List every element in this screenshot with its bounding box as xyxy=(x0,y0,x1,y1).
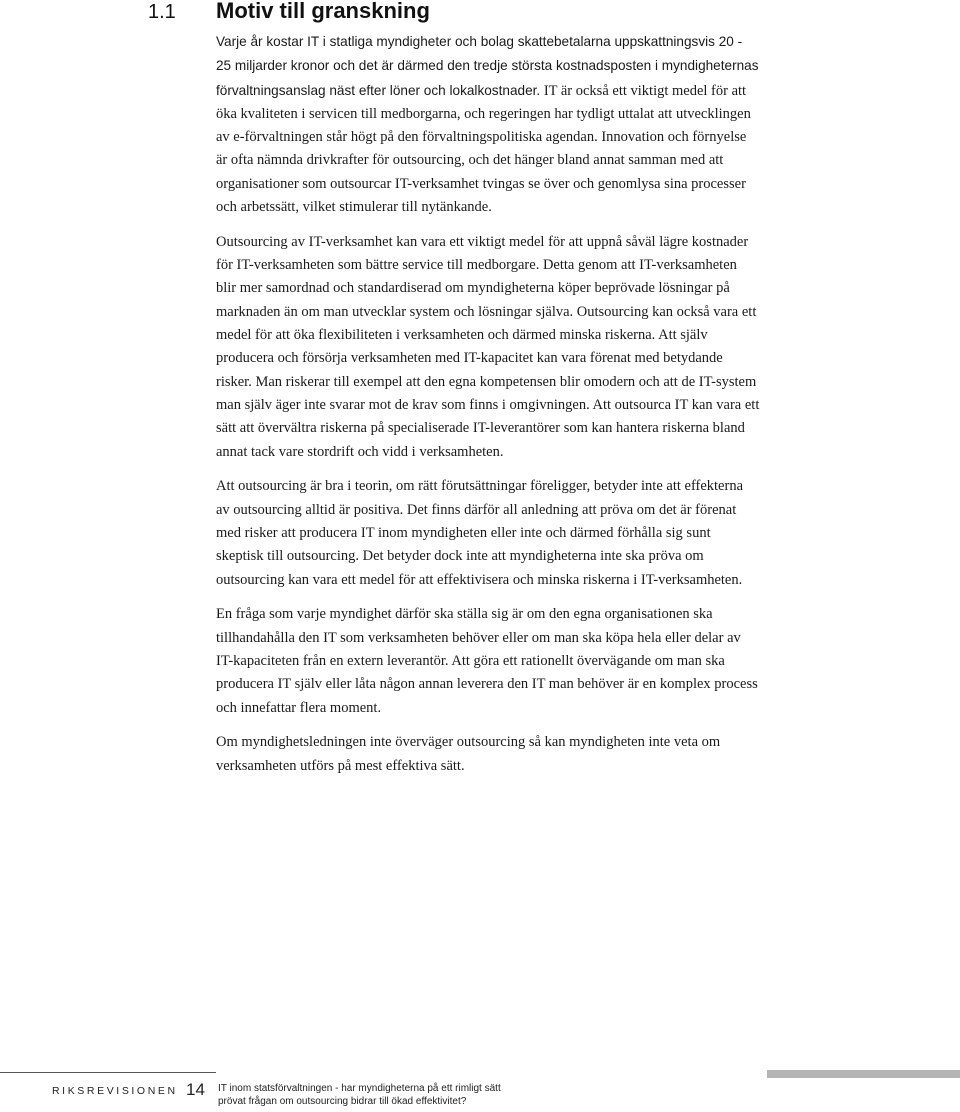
paragraph-5: Om myndighetsledningen inte överväger outsourcing så kan myndigheten inte veta om verksamheten utförs på mest effektiva sätt. xyxy=(216,734,721,774)
paragraph-1-lead: Varje år kostar IT i statliga myndigheter och bolag skattebetalarna uppskattningsvis 20 - 25 miljarder kronor och det är därmed den tredje största kostnadsposten i myndigheternas förvaltningsanslag näst efter löner och lokalkostnader. xyxy=(216,34,759,98)
paragraph-1-text: IT är också ett viktigt medel för att öka kvaliteten i servicen till medborgarna, och regeringen har tydligt uttalat att utvecklingen av e-förvaltningen står högt på den förvaltningspolitiska agendan. Innovation och förnyelse är ofta nämnda drivkrafter för outsourcing, och det hänger bland annat samman med att organisationer som outsourcar IT-verksamhet tvingas se över och genomlysa sina processer och arbetssätt, vilket stimulerar till nytänkande. xyxy=(216,82,751,216)
page-footer xyxy=(0,1070,960,1112)
section-heading xyxy=(148,0,430,28)
paragraph-3: Att outsourcing är bra i teorin, om rätt förutsättningar föreligger, betyder inte att effekterna av outsourcing alltid är positiva. Det finns därför all anledning att pröva om det är förenat med risker att producera IT inom myndigheten eller inte och därmed förhålla sig sunt skeptisk till outsourcing. Det betyder dock inte att myndigheterna inte ska pröva om outsourcing kan vara ett medel för att effektivisera och minska riskerna i IT-verksamheten. xyxy=(216,478,744,588)
footer-brand: RIKSREVISIONEN xyxy=(52,1085,178,1097)
body-text xyxy=(216,30,760,789)
paragraph-4: En fråga som varje myndighet därför ska ställa sig är om den egna organisationen ska tillhandahålla den IT som verksamheten behöver eller om man ska köpa hela eller delar av IT-kapaciteten från en extern leverantör. Att göra ett rationellt övervägande om man ska producera IT själv eller låta någon annan leverera den IT man behöver är en komplex process och innefattar flera moment. xyxy=(216,606,758,716)
footer-caption xyxy=(218,1082,501,1108)
paragraph-1 xyxy=(216,30,760,219)
footer-caption-line-2: prövat frågan om outsourcing bidrar till ökad effektivitet? xyxy=(218,1096,467,1107)
paragraph-2: Outsourcing av IT-verksamhet kan vara ett viktigt medel för att uppnå såväl lägre kostnader för IT-verksamheten som bättre service till medborgare. Detta genom att IT-verksamheten blir mer samordnad och standardiserad om myndigheterna köper beprövade lösningar på marknaden än om man utvecklar system och lösningar själva. Outsourcing kan också vara ett medel för att öka flexibiliteten i verksamheten och därmed minska riskerna. Att själv producera och försörja verksamheten med IT-kapacitet kan vara förenat med betydande risker. Man riskerar till exempel att den egna kompetensen blir omodern och att de IT-system man själv äger inte svarar mot de krav som finns i omgivningen. Att outsourca IT kan vara ett sätt att övervältra riskerna på specialiserade IT-leverantörer som kan hantera riskerna bland annat tack vare stordrift och vidd i verksamheten. xyxy=(216,233,760,460)
page-number: 14 xyxy=(186,1080,205,1099)
footer-rule-right xyxy=(767,1070,960,1078)
section-number: 1.1 xyxy=(148,1,176,23)
section-title: Motiv till granskning xyxy=(216,0,430,23)
footer-rule-left xyxy=(0,1072,216,1073)
footer-caption-line-1: IT inom statsförvaltningen - har myndigheterna på ett rimligt sätt xyxy=(218,1083,501,1094)
